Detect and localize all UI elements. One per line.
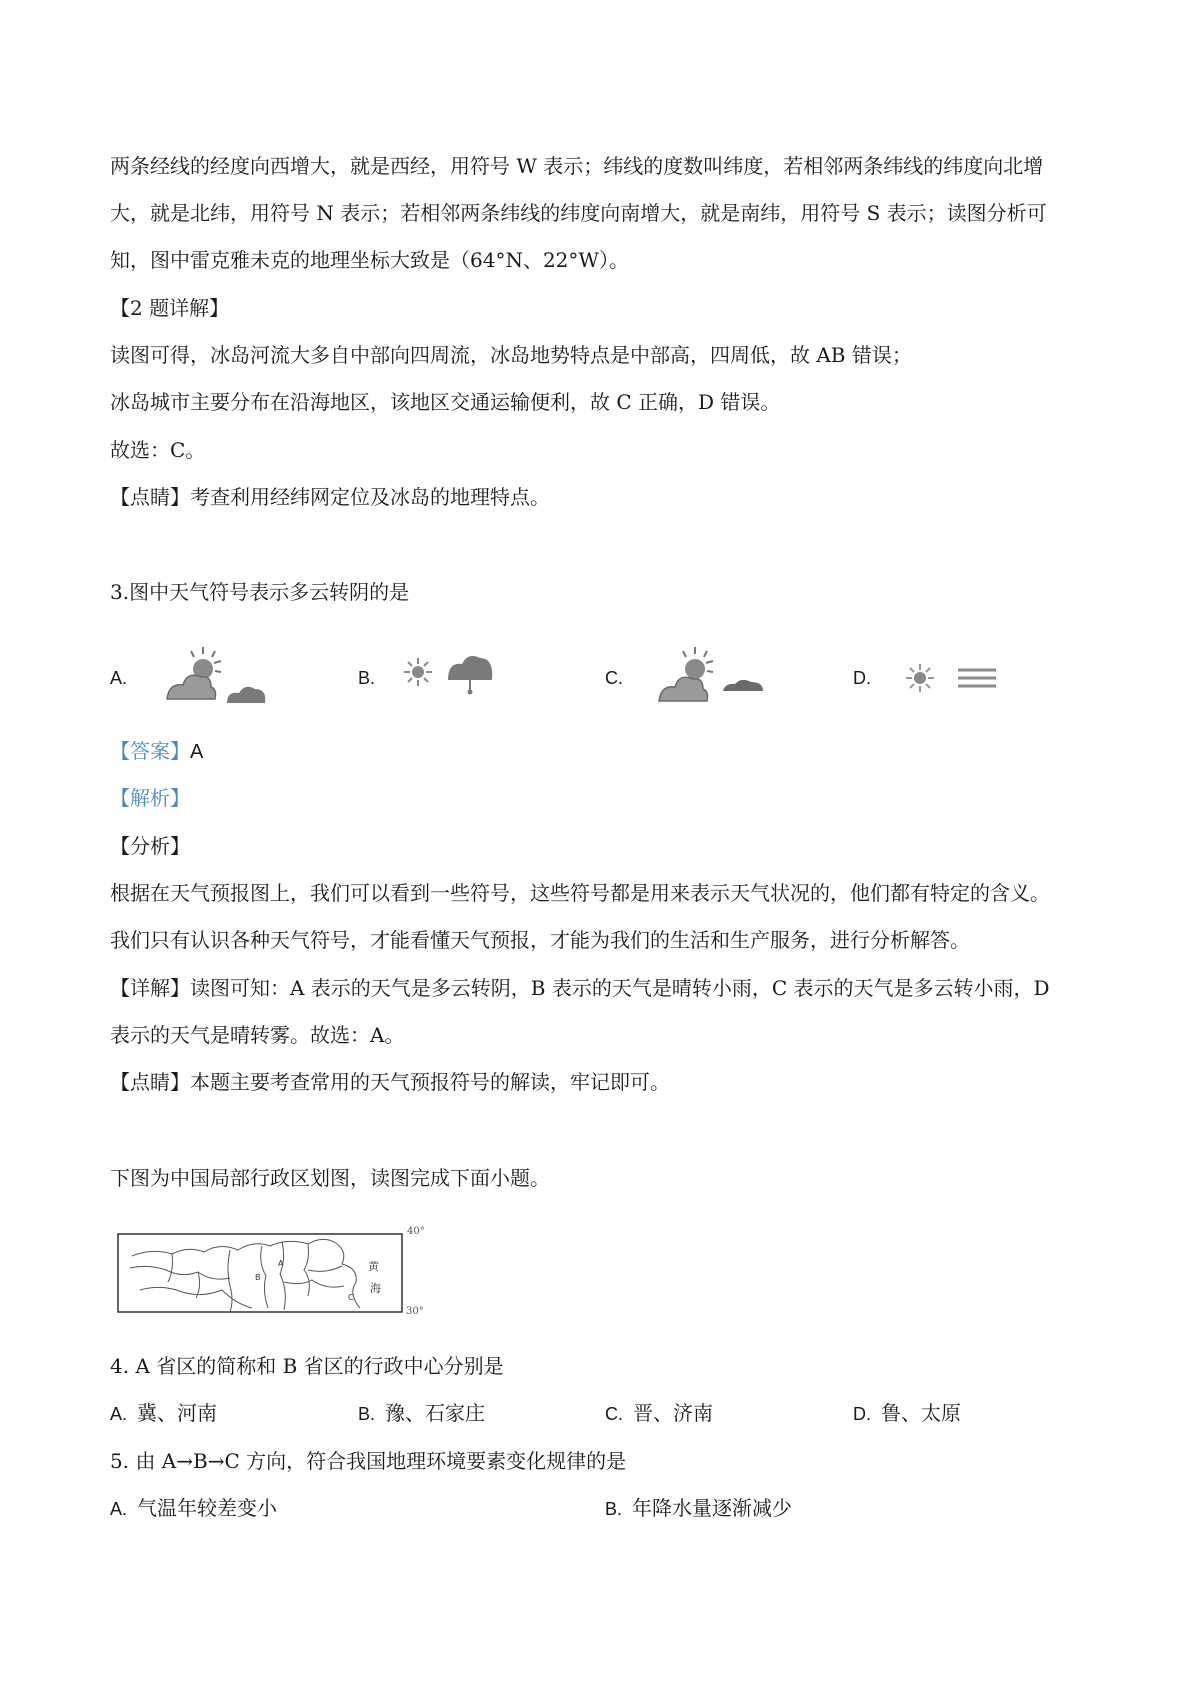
option-text: 晋、济南 [633,1401,714,1425]
q4-option-a [110,1399,217,1428]
q5-option-a [110,1494,277,1523]
map-label-c: C [348,1293,354,1302]
text-line: 冰岛城市主要分布在沿海地区，该地区交通运输便利，故 C 正确，D 错误。 [110,390,781,414]
answer-line [110,737,203,766]
q4-option-c [605,1399,713,1428]
option-label: B. [605,1499,623,1519]
option-text: 气温年较差变小 [137,1496,278,1520]
answer-tag: 【答案】 [110,739,190,763]
yellow-sea-label-2: 海 [370,1282,381,1295]
map-label-a: A [278,1259,284,1268]
option-label: D. [853,1404,871,1424]
text-line: 根据在天气预报图上，我们可以看到一些符号，这些符号都是用来表示天气状况的，他们都有特定的含义。 [110,881,1050,905]
option-label: B. [358,1404,376,1424]
yellow-sea-label-1: 黄 [368,1260,379,1273]
lat-30-label: 30° [406,1306,424,1317]
question-4: 4. A 省区的简称和 B 省区的行政中心分别是 [110,1354,504,1378]
q4-option-d [853,1399,961,1428]
answer-choice: 故选：C。 [110,438,206,462]
option-text: 冀、河南 [137,1401,218,1425]
question-5: 5. 由 A→B→C 方向，符合我国地理环境要素变化规律的是 [110,1449,627,1473]
q5-option-b [605,1494,792,1523]
option-b-label: B. [358,668,376,688]
section-heading: 【2 题详解】 [110,296,230,320]
partly-cloudy-to-light-rain-icon [655,645,775,710]
text-line: 【详解】读图可知：A 表示的天气是多云转阴，B 表示的天气是晴转小雨，C 表示的天气是多云转小雨，D [110,976,1050,1000]
option-text: 豫、石家庄 [385,1401,486,1425]
section-heading: 【分析】 [110,834,190,858]
option-a-label: A. [110,668,128,688]
tip-line: 【点睛】本题主要考查常用的天气预报符号的解读，牢记即可。 [110,1070,670,1094]
option-label: C. [605,1404,623,1424]
tip-line: 【点睛】考查利用经纬网定位及冰岛的地理特点。 [110,485,550,509]
text-line: 我们只有认识各种天气符号，才能看懂天气预报，才能为我们的生活和生产服务，进行分析解答。 [110,928,970,952]
option-text: 年降水量逐渐减少 [632,1496,793,1520]
lat-40-label: 40° [407,1226,425,1237]
analysis-tag: 【解析】 [110,786,190,810]
option-d-label: D. [853,668,871,688]
q4-option-b [358,1399,485,1428]
text-line: 表示的天气是晴转雾。故选：A。 [110,1023,405,1047]
answer-value: A [190,741,204,763]
map-intro: 下图为中国局部行政区划图，读图完成下面小题。 [110,1166,550,1190]
option-label: A. [110,1404,128,1424]
text-line: 大，就是北纬，用符号 N 表示；若相邻两条纬线的纬度向南增大，就是南纬，用符号 S 表示；读图分析可 [110,201,1047,225]
text-line: 知，图中雷克雅未克的地理坐标大致是（64°N、22°W）。 [110,248,629,272]
text-line: 读图可得，冰岛河流大多自中部向四周流，冰岛地势特点是中部高，四周低，故 AB 错误； [110,343,912,367]
question-3: 3.图中天气符号表示多云转阴的是 [110,580,410,604]
china-admin-map [112,1220,452,1320]
text-line: 两条经线的经度向西增大，就是西经，用符号 W 表示；纬线的度数叫纬度，若相邻两条纬线的纬度向北增 [110,154,1044,178]
option-text: 鲁、太原 [881,1401,962,1425]
sunny-to-light-rain-icon [398,650,498,720]
option-c-label: C. [605,668,623,688]
sunny-to-fog-icon [900,660,1000,700]
map-label-b: B [255,1273,261,1282]
partly-cloudy-to-overcast-icon [163,645,273,710]
option-label: A. [110,1499,128,1519]
